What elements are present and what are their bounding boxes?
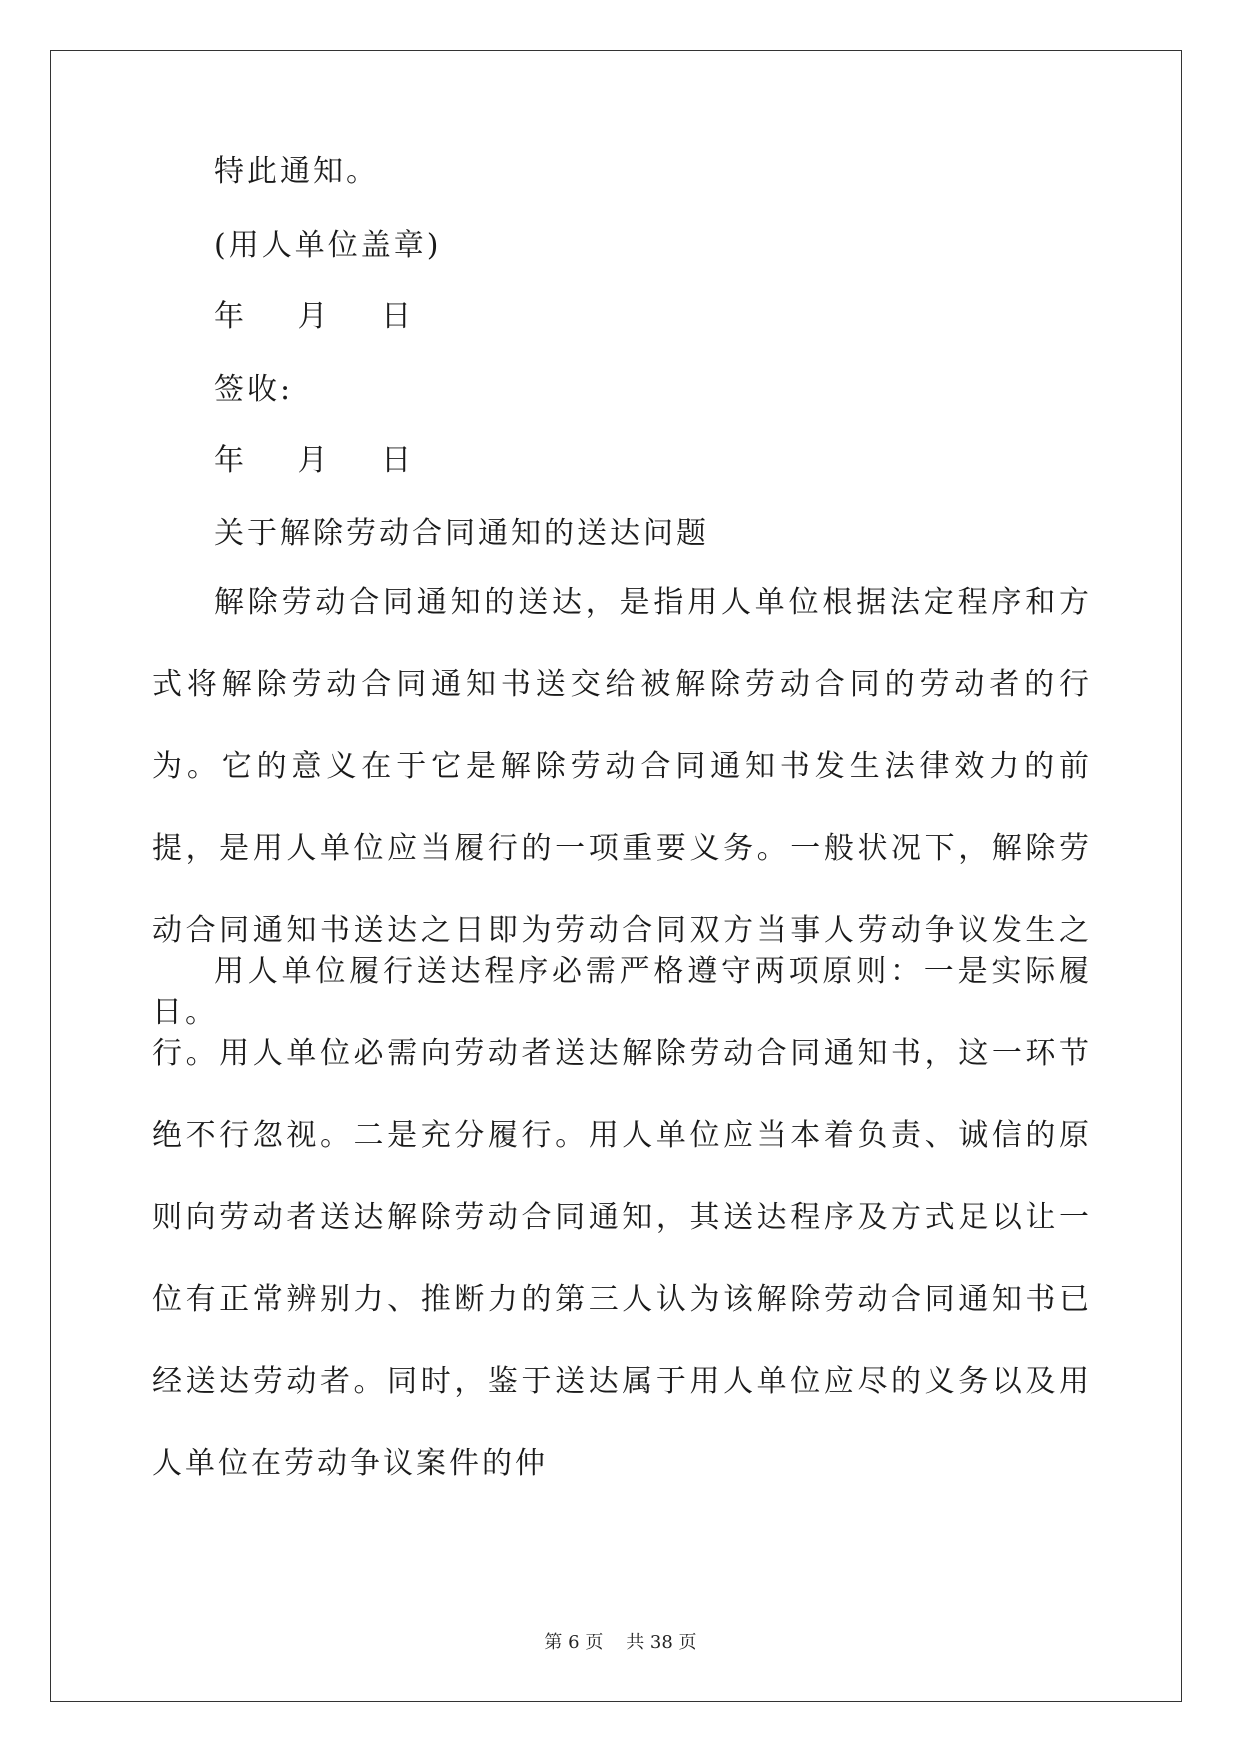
paragraph: 解除劳动合同通知的送达，是指用人单位根据法定程序和方式将解除劳动合同通知书送交给被解除劳动合同的劳动者的行为。它的意义在于它是解除劳动合同通知书发生法律效力的前提，是用人单位应当履行的一项重要义务。一般状况下，解除劳动合同通知书送达之日即为劳动合同双方当事人劳动争议发生之日。 <box>152 585 1092 1030</box>
date-line: 年 月 日 <box>214 299 434 334</box>
paragraph: 用人单位履行送达程序必需严格遵守两项原则：一是实际履行。用人单位必需向劳动者送达解除劳动合同通知书，这一环节绝不行忽视。二是充分履行。用人单位应当本着负责、诚信的原则向劳动者送达解除劳动合同通知，其送达程序及方式足以让一位有正常辨别力、推断力的第三人认为该解除劳动合同通知书已经送达劳动者。同时，鉴于送达属于用人单位应尽的义务以及用人单位在劳动争议案件的仲 <box>152 954 1092 1481</box>
signature-line: 签收: <box>214 372 294 407</box>
section-title: 关于解除劳动合同通知的送达问题 <box>214 516 709 551</box>
page-number-footer: 第 6 页 共 38 页 <box>544 1632 697 1653</box>
notice-closing: 特此通知。 <box>214 154 379 189</box>
seal-line: (用人单位盖章) <box>214 228 442 263</box>
date-line: 年 月 日 <box>214 443 434 478</box>
